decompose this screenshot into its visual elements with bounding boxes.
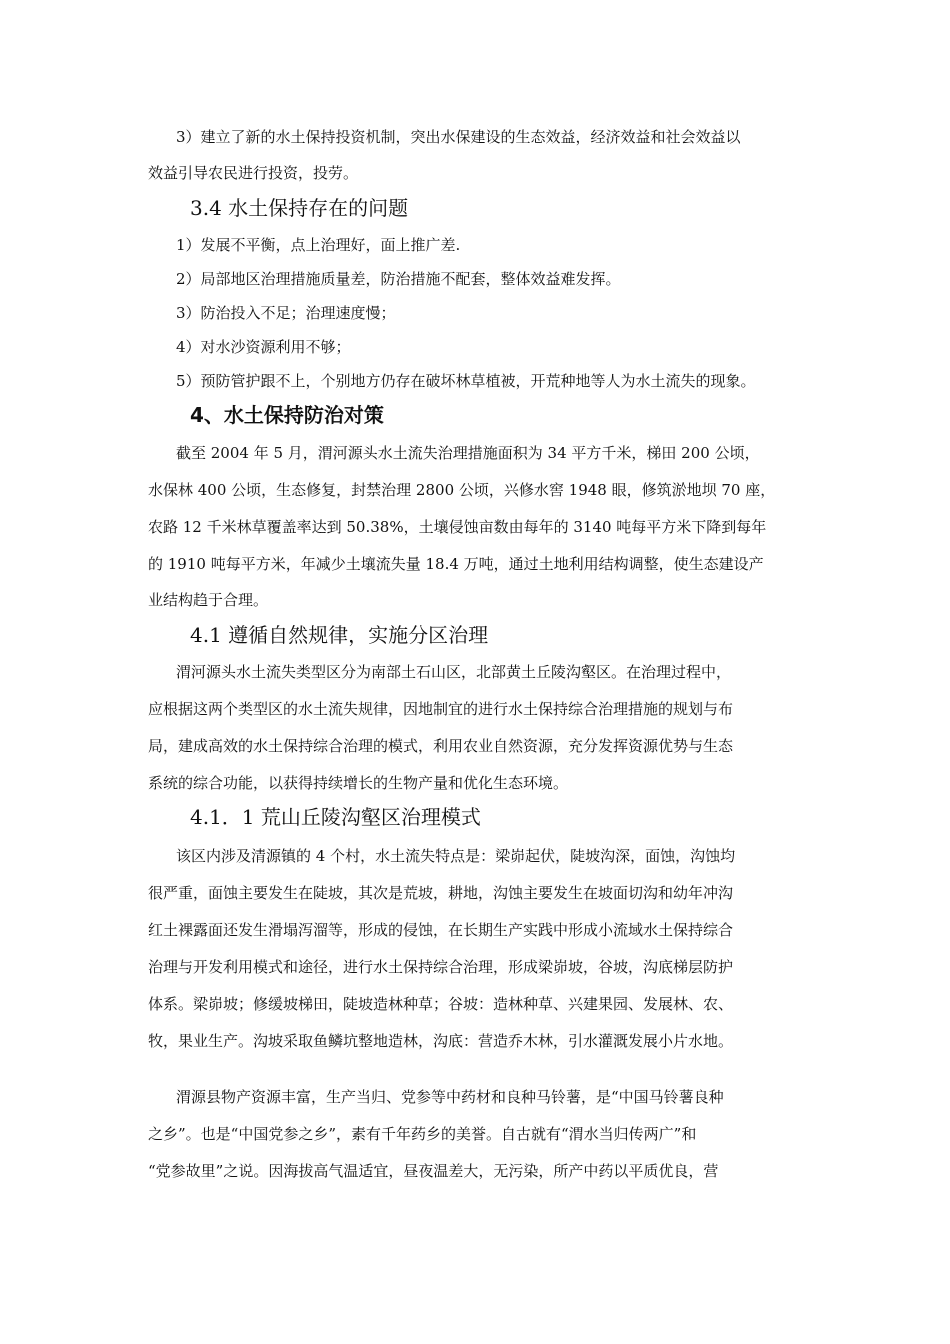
paragraph-line: 系统的综合功能，以获得持续增长的生物产量和优化生态环境。 <box>148 774 569 792</box>
paragraph-line: 的 1910 吨每平方米，年减少土壤流失量 18.4 万吨，通过土地利用结构调整，使生态建设产 <box>148 555 764 573</box>
section-heading: 3.4 水土保持存在的问题 <box>190 196 409 220</box>
subsection-heading: 4.1．1 荒山丘陵沟壑区治理模式 <box>190 805 481 829</box>
paragraph-line: 该区内涉及清源镇的 4 个村，水土流失特点是：梁峁起伏，陡坡沟深，面蚀，沟蚀均 <box>176 847 736 865</box>
section-heading: 4.1 遵循自然规律，实施分区治理 <box>190 623 489 647</box>
paragraph-line: 截至 2004 年 5 月，渭河源头水土流失治理措施面积为 34 平方千米，梯田 200 公顷， <box>176 444 760 462</box>
paragraph-line: 效益引导农民进行投资，投劳。 <box>148 164 359 182</box>
list-item: 1）发展不平衡，点上治理好，面上推广差. <box>176 236 461 254</box>
paragraph-line: 业结构趋于合理。 <box>148 591 269 609</box>
paragraph-line: 3）建立了新的水土保持投资机制，突出水保建设的生态效益，经济效益和社会效益以 <box>176 128 741 146</box>
paragraph-line: 治理与开发利用模式和途径，进行水土保持综合治理，形成梁峁坡，谷坡，沟底梯层防护 <box>148 958 734 976</box>
paragraph-line: 很严重，面蚀主要发生在陡坡，其次是荒坡，耕地，沟蚀主要发生在坡面切沟和幼年冲沟 <box>148 884 734 902</box>
paragraph-line: 农路 12 千米林草覆盖率达到 50.38%，土壤侵蚀亩数由每年的 3140 吨每平方米下降到每年 <box>148 518 767 536</box>
paragraph-line: 局，建成高效的水土保持综合治理的模式，利用农业自然资源，充分发挥资源优势与生态 <box>148 737 734 755</box>
chapter-heading: 4、水土保持防治对策 <box>190 403 384 427</box>
paragraph-line: 红土裸露面还发生滑塌泻溜等，形成的侵蚀，在长期生产实践中形成小流域水土保持综合 <box>148 921 734 939</box>
paragraph-line: 水保林 400 公顷，生态修复，封禁治理 2800 公顷，兴修水窖 1948 眼，修筑淤地坝 70 座， <box>148 481 776 499</box>
paragraph-line: 渭河源头水土流失类型区分为南部土石山区，北部黄土丘陵沟壑区。在治理过程中， <box>176 663 732 681</box>
paragraph-line: 应根据这两个类型区的水土流失规律，因地制宜的进行水土保持综合治理措施的规划与布 <box>148 700 734 718</box>
paragraph-line: 体系。梁峁坡；修缓坡梯田，陡坡造林种草；谷坡：造林种草、兴建果园、发展林、农、 <box>148 995 734 1013</box>
list-item: 2）局部地区治理措施质量差，防治措施不配套，整体效益难发挥。 <box>176 270 621 288</box>
paragraph-line: 牧，果业生产。沟坡采取鱼鳞坑整地造林，沟底：营造乔木林，引水灌溉发展小片水地。 <box>148 1032 734 1050</box>
paragraph-line: “党参故里”之说。因海拔高气温适宜，昼夜温差大，无污染，所产中药以平质优良，营 <box>148 1162 719 1180</box>
list-item: 5）预防管护跟不上，个别地方仍存在破坏林草植被，开荒种地等人为水土流失的现象。 <box>176 372 756 390</box>
paragraph-line: 之乡”。也是“中国党参之乡”，素有千年药乡的美誉。自古就有“渭水当归传两广”和 <box>148 1125 697 1143</box>
list-item: 3）防治投入不足；治理速度慢； <box>176 304 396 322</box>
paragraph-line: 渭源县物产资源丰富，生产当归、党参等中药材和良种马铃薯，是“中国马铃薯良种 <box>176 1088 724 1106</box>
list-item: 4）对水沙资源利用不够； <box>176 338 351 356</box>
